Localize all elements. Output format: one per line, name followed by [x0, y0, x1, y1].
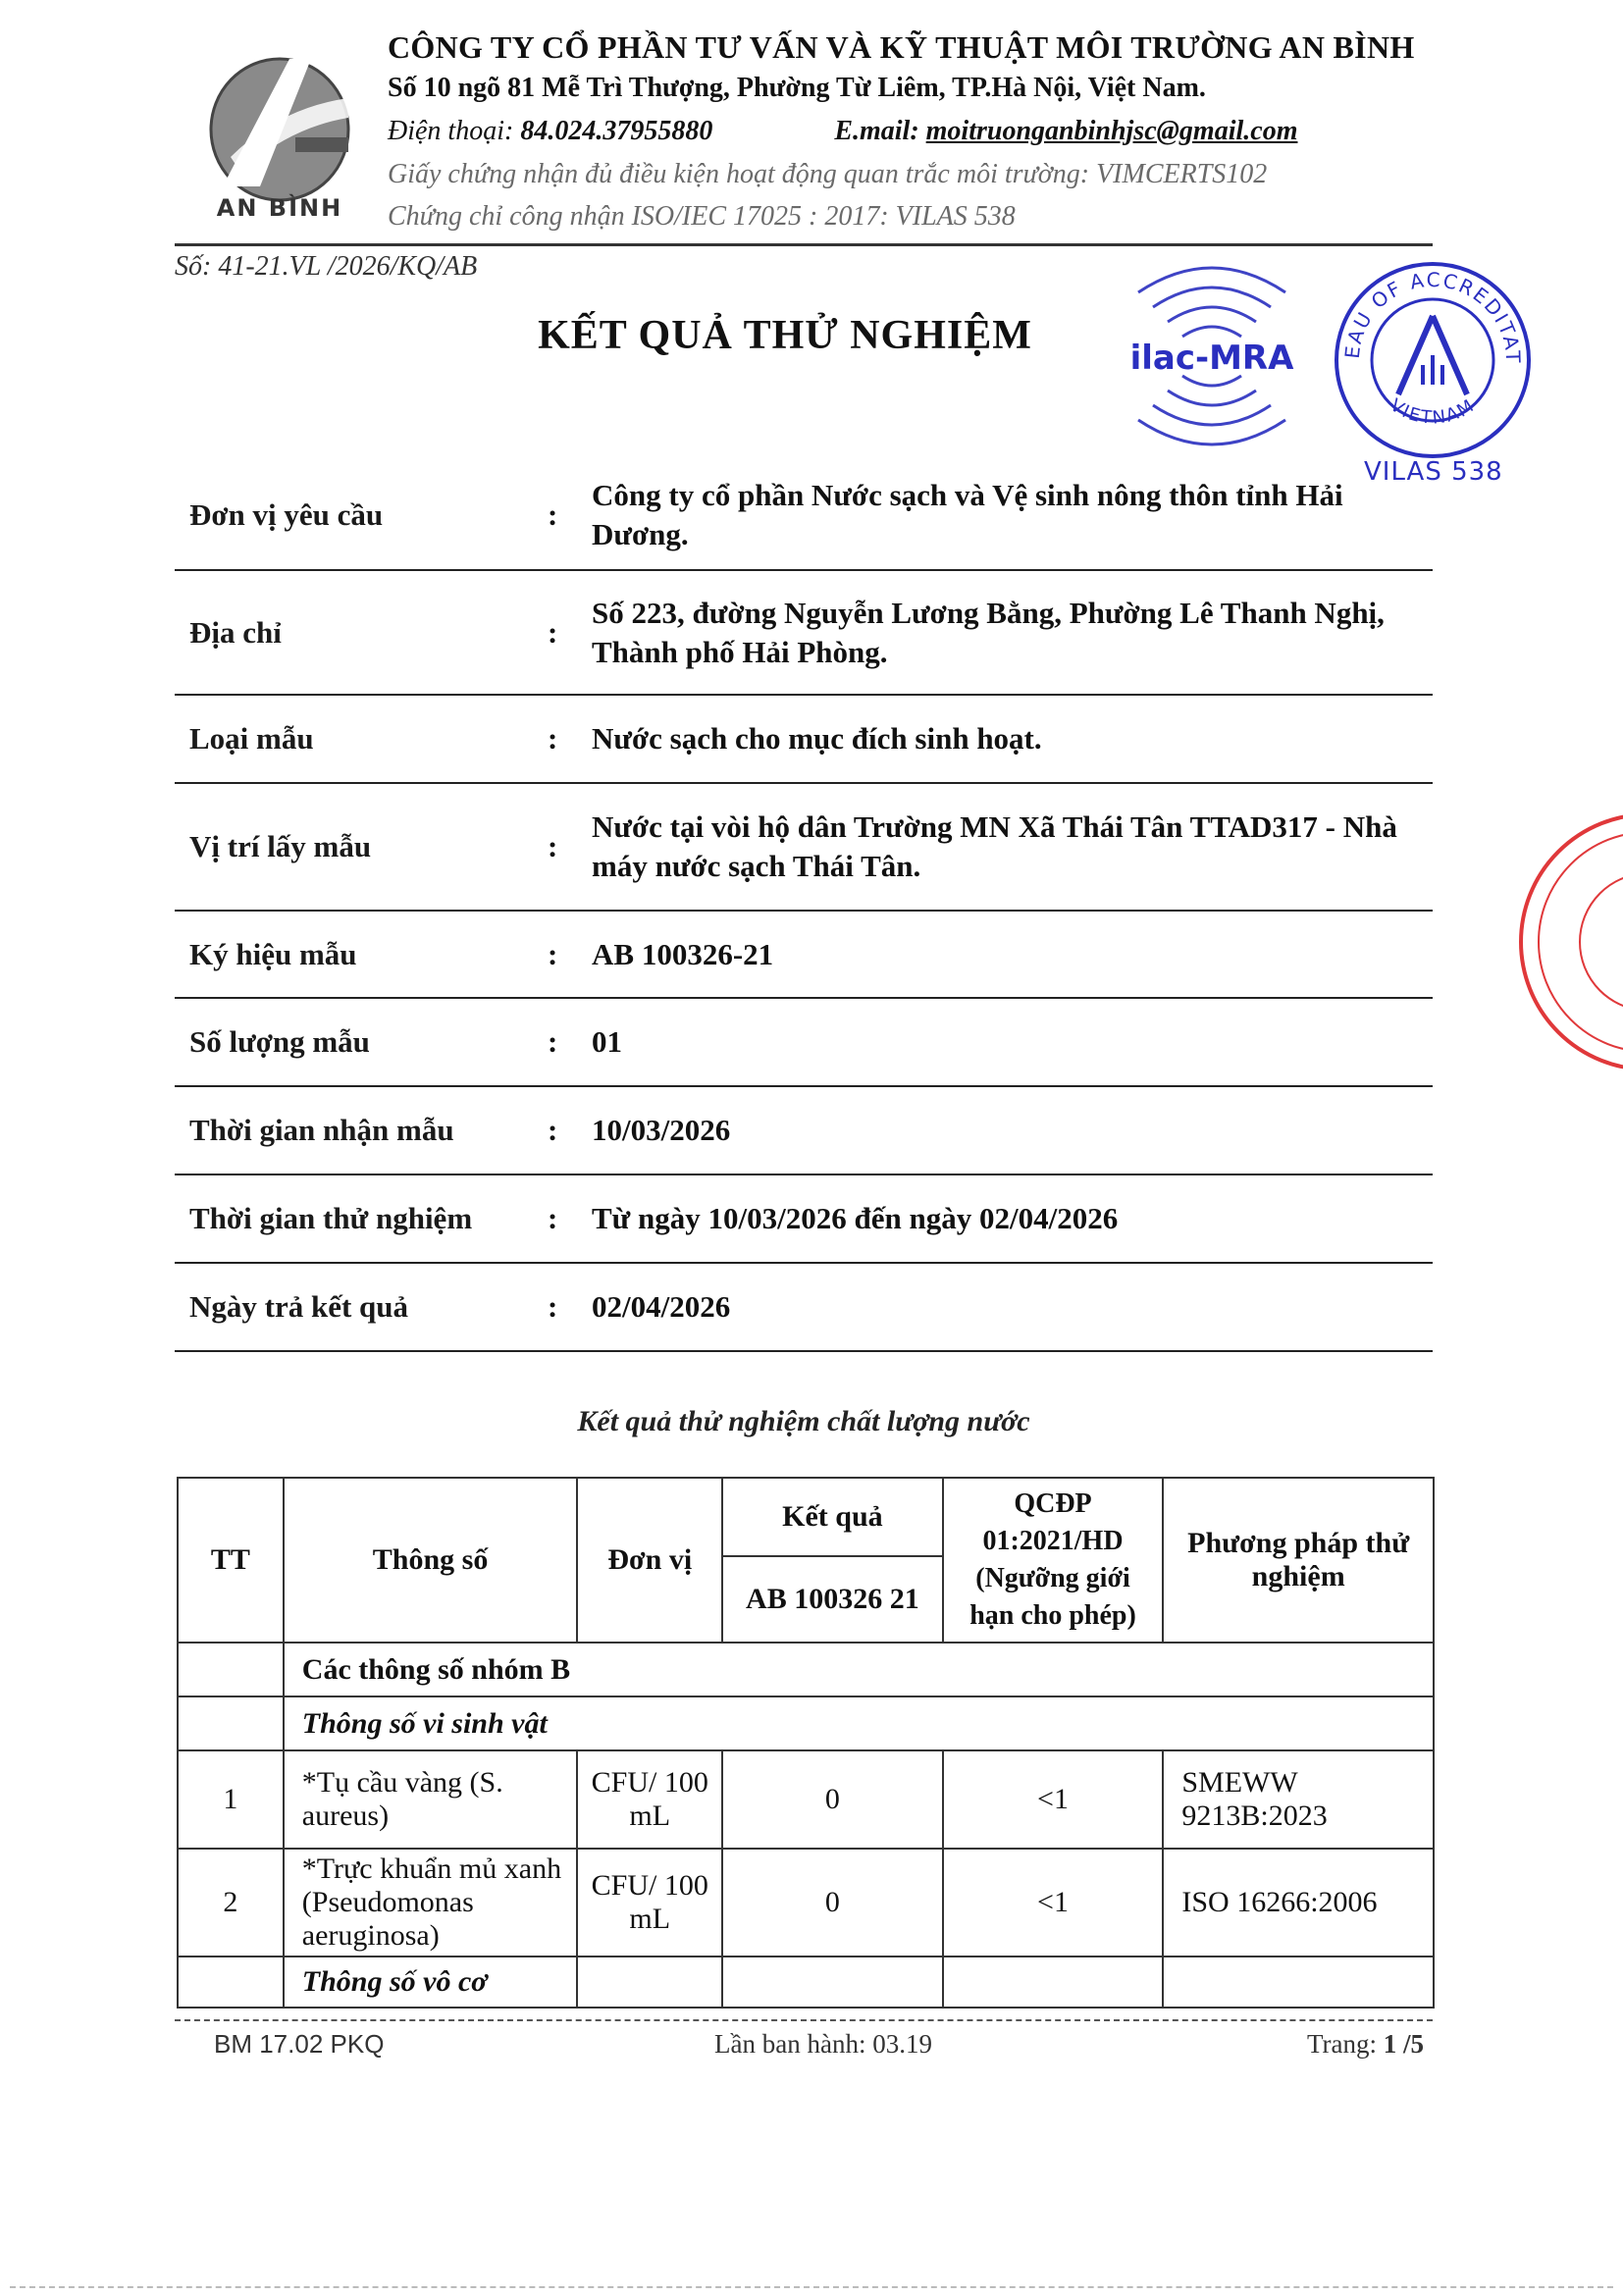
info-row-test-period	[175, 1175, 1433, 1264]
company-name: CÔNG TY CỔ PHẦN TƯ VẤN VÀ KỸ THUẬT MÔI TRƯỜNG AN BÌNH	[388, 29, 1415, 65]
table-cell	[178, 1643, 284, 1696]
table-row	[178, 1849, 1434, 1957]
table-header-row	[178, 1478, 1434, 1556]
cell-limit: <1	[943, 1750, 1164, 1849]
page-indicator	[1307, 2029, 1424, 2060]
info-colon: :	[548, 829, 558, 863]
subgroup-row	[178, 1957, 1434, 2008]
header-unit: Đơn vị	[577, 1478, 722, 1643]
info-label: Vị trí lấy mẫu	[189, 829, 372, 863]
header-standard	[943, 1478, 1164, 1643]
info-value: Số 223, đường Nguyễn Lương Bằng, Phường Lê Thanh Nghị, Thành phố Hải Phòng.	[592, 595, 1385, 669]
table-cell	[722, 1957, 943, 2008]
subgroup-micro-label: Thông số vi sinh vật	[284, 1696, 1434, 1750]
info-value: AB 100326-21	[592, 936, 774, 971]
svg-text:VIETNAM	[1387, 395, 1479, 429]
svg-text:BUREAU OF ACCREDITATION	[1330, 257, 1525, 365]
accreditation-stamp	[1330, 257, 1536, 463]
scan-edge-line	[10, 2286, 1613, 2288]
info-label: Thời gian nhận mẫu	[189, 1113, 454, 1147]
ilac-mra-stamp	[1099, 253, 1325, 459]
info-value: Nước sạch cho mục đích sinh hoạt.	[592, 721, 1042, 756]
table-cell	[577, 1957, 722, 2008]
document-number: Số: 41-21.VL /2026/KQ/AB	[175, 251, 478, 282]
vilas-label: VILAS 538	[1364, 457, 1503, 487]
page-label: Trang:	[1307, 2029, 1378, 2059]
info-value: Từ ngày 10/03/2026 đến ngày 02/04/2026	[592, 1201, 1119, 1235]
logo-text: AN BÌNH	[216, 194, 343, 222]
email-link[interactable]: moitruonganbinhjsc@gmail.com	[925, 116, 1298, 146]
header-param: Thông số	[284, 1478, 578, 1643]
cell-method: SMEWW 9213B:2023	[1163, 1750, 1434, 1849]
header-divider	[175, 243, 1433, 246]
cell-tt: 2	[178, 1849, 284, 1957]
company-address: Số 10 ngõ 81 Mễ Trì Thượng, Phường Từ Liêm, TP.Hà Nội, Việt Nam.	[388, 73, 1206, 103]
info-colon: :	[548, 1201, 558, 1235]
page-number: 1 /5	[1383, 2029, 1425, 2059]
table-caption: Kết quả thử nghiệm chất lượng nước	[577, 1405, 1030, 1437]
cell-limit: <1	[943, 1849, 1164, 1957]
table-cell	[178, 1696, 284, 1750]
header-method: Phương pháp thử nghiệm	[1163, 1478, 1434, 1643]
info-value: 02/04/2026	[592, 1289, 731, 1324]
cell-unit: CFU/ 100 mL	[577, 1750, 722, 1849]
info-value: 10/03/2026	[592, 1113, 731, 1147]
subgroup-inorganic-label: Thông số vô cơ	[284, 1957, 578, 2008]
info-row-requester	[175, 461, 1433, 571]
results-table	[177, 1477, 1435, 2009]
table-cell	[1163, 1957, 1434, 2008]
accreditation-stamp-top-text: EAU OF ACCREDITAT	[1339, 267, 1526, 365]
info-colon: :	[548, 1289, 558, 1324]
info-label: Thời gian thử nghiệm	[189, 1201, 473, 1235]
accreditation-stamp-bottom-text: VIETNAM	[1386, 394, 1480, 429]
header-sample-code: AB 100326 21	[722, 1556, 943, 1643]
red-company-seal	[1511, 805, 1623, 1079]
footer-divider	[175, 2019, 1433, 2021]
page-title: KẾT QUẢ THỬ NGHIỆM	[538, 313, 1032, 358]
cell-param: *Tụ cầu vàng (S. aureus)	[284, 1750, 578, 1849]
phone-label: Điện thoại:	[388, 116, 514, 146]
info-row-return-date	[175, 1264, 1433, 1352]
info-colon: :	[548, 1024, 558, 1059]
info-row-location	[175, 784, 1433, 912]
cell-result: 0	[722, 1750, 943, 1849]
group-row	[178, 1643, 1434, 1696]
info-label: Ký hiệu mẫu	[189, 936, 357, 971]
email-label: E.mail:	[834, 116, 919, 146]
ilac-text: ilac-MRA	[1129, 339, 1294, 378]
table-cell	[943, 1957, 1164, 2008]
info-row-sample-code	[175, 912, 1433, 999]
red-seal-icon	[1511, 805, 1623, 1079]
cell-unit: CFU/ 100 mL	[577, 1849, 722, 1957]
info-row-sample-type	[175, 696, 1433, 784]
info-label: Loại mẫu	[189, 721, 314, 756]
ilac-stamp-icon	[1099, 253, 1325, 459]
group-b-label: Các thông số nhóm B	[284, 1643, 1434, 1696]
info-value: Công ty cổ phần Nước sạch và Vệ sinh nông thôn tỉnh Hải Dương.	[592, 478, 1343, 551]
info-value: Nước tại vòi hộ dân Trường MN Xã Thái Tân TTAD317 - Nhà máy nước sạch Thái Tân.	[592, 809, 1397, 883]
info-row-quantity	[175, 999, 1433, 1087]
info-colon: :	[548, 614, 558, 650]
table-cell	[178, 1957, 284, 2008]
info-row-address	[175, 571, 1433, 696]
header-standard-line: (Ngưỡng giới	[975, 1563, 1130, 1593]
table-row	[178, 1750, 1434, 1849]
sample-info	[175, 461, 1433, 1352]
info-label: Đơn vị yêu cầu	[189, 497, 384, 532]
header-standard-line: 01:2021/HD	[982, 1526, 1124, 1556]
info-value: 01	[592, 1024, 622, 1059]
cell-param: *Trực khuẩn mủ xanh (Pseudomonas aeruginosa)	[284, 1849, 578, 1957]
info-label: Ngày trả kết quả	[189, 1289, 409, 1324]
cert-vimcerts: Giấy chứng nhận đủ điều kiện hoạt động quan trắc môi trường: VIMCERTS102	[388, 159, 1268, 189]
header-standard-line: QCĐP	[1014, 1488, 1092, 1519]
info-row-received	[175, 1087, 1433, 1175]
cell-tt: 1	[178, 1750, 284, 1849]
info-label: Địa chỉ	[189, 614, 282, 650]
form-code: BM 17.02 PKQ	[214, 2029, 385, 2059]
info-colon: :	[548, 721, 558, 756]
accreditation-stamp-icon	[1330, 257, 1536, 463]
subgroup-row	[178, 1696, 1434, 1750]
phone-number: 84.024.37955880	[520, 116, 713, 146]
header-standard-line: hạn cho phép)	[969, 1600, 1136, 1631]
issue-number: Lần ban hành: 03.19	[714, 2029, 932, 2059]
info-colon: :	[548, 497, 558, 532]
header-result: Kết quả	[722, 1478, 943, 1556]
cert-iso: Chứng chỉ công nhận ISO/IEC 17025 : 2017: VILAS 538	[388, 201, 1016, 232]
info-label: Số lượng mẫu	[189, 1024, 370, 1059]
info-colon: :	[548, 1113, 558, 1147]
header-tt: TT	[178, 1478, 284, 1643]
cell-method: ISO 16266:2006	[1163, 1849, 1434, 1957]
contact-line	[388, 116, 1297, 147]
cell-result: 0	[722, 1849, 943, 1957]
info-colon: :	[548, 936, 558, 971]
